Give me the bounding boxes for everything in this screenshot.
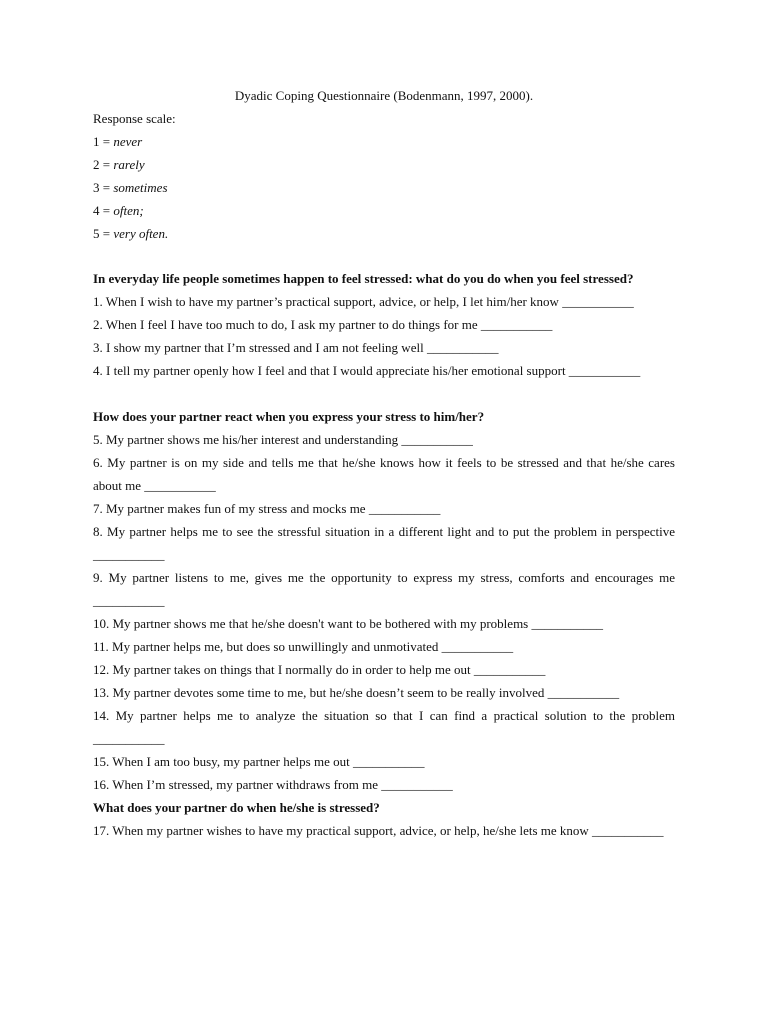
scale-item [93, 179, 176, 202]
response-scale [93, 110, 176, 248]
question-item: 16. When I’m stressed, my partner withdraws from me ___________ [93, 777, 453, 792]
question-item: 13. My partner devotes some time to me, but he/she doesn’t seem to be really involved ___________ [93, 685, 620, 700]
scale-label: never [113, 134, 143, 149]
scale-number: 4 = [93, 203, 114, 218]
scale-number: 1 = [93, 134, 114, 149]
scale-label: often; [113, 203, 144, 218]
scale-item [93, 202, 176, 225]
scale-label: rarely [113, 157, 145, 172]
question-item: 17. When my partner wishes to have my practical support, advice, or help, he/she lets me know ___________ [93, 823, 664, 838]
scale-item [93, 156, 176, 179]
questionnaire-body [93, 267, 675, 842]
question-item: 2. When I feel I have too much to do, I ask my partner to do things for me ___________ [93, 317, 553, 332]
scale-item [93, 225, 176, 248]
scale-number: 2 = [93, 157, 114, 172]
response-scale-label: Response scale: [93, 111, 176, 126]
scale-label: very often. [113, 226, 169, 241]
question-item: 5. My partner shows me his/her interest and understanding ___________ [93, 432, 473, 447]
section-heading: In everyday life people sometimes happen to feel stressed: what do you do when you feel stressed? [93, 271, 634, 286]
section-heading: What does your partner do when he/she is stressed? [93, 800, 380, 815]
question-item: 7. My partner makes fun of my stress and mocks me ___________ [93, 501, 441, 516]
scale-label: sometimes [113, 180, 168, 195]
question-item: 1. When I wish to have my partner’s practical support, advice, or help, I let him/her know ___________ [93, 294, 634, 309]
question-item: 3. I show my partner that I’m stressed and I am not feeling well ___________ [93, 340, 499, 355]
question-item: 6. My partner is on my side and tells me that he/she knows how it feels to be stressed and that he/she cares about me ___________ [93, 455, 675, 493]
scale-number: 3 = [93, 180, 114, 195]
spacer [93, 382, 675, 405]
question-item: 10. My partner shows me that he/she doesn't want to be bothered with my problems ___________ [93, 616, 603, 631]
scale-item [93, 133, 176, 156]
question-item: 15. When I am too busy, my partner helps me out ___________ [93, 754, 425, 769]
question-item: 9. My partner listens to me, gives me the opportunity to express my stress, comforts and encourages me ___________ [93, 570, 675, 608]
scale-number: 5 = [93, 226, 114, 241]
question-item: 12. My partner takes on things that I normally do in order to help me out ___________ [93, 662, 546, 677]
question-item: 14. My partner helps me to analyze the situation so that I can find a practical solution to the problem ___________ [93, 708, 675, 746]
question-item: 11. My partner helps me, but does so unwillingly and unmotivated ___________ [93, 639, 514, 654]
question-item: 4. I tell my partner openly how I feel and that I would appreciate his/her emotional support ___________ [93, 363, 641, 378]
question-item: 8. My partner helps me to see the stressful situation in a different light and to put the problem in perspective ___________ [93, 524, 675, 562]
document-title: Dyadic Coping Questionnaire (Bodenmann, 1997, 2000). [234, 88, 534, 103]
section-heading: How does your partner react when you express your stress to him/her? [93, 409, 485, 424]
